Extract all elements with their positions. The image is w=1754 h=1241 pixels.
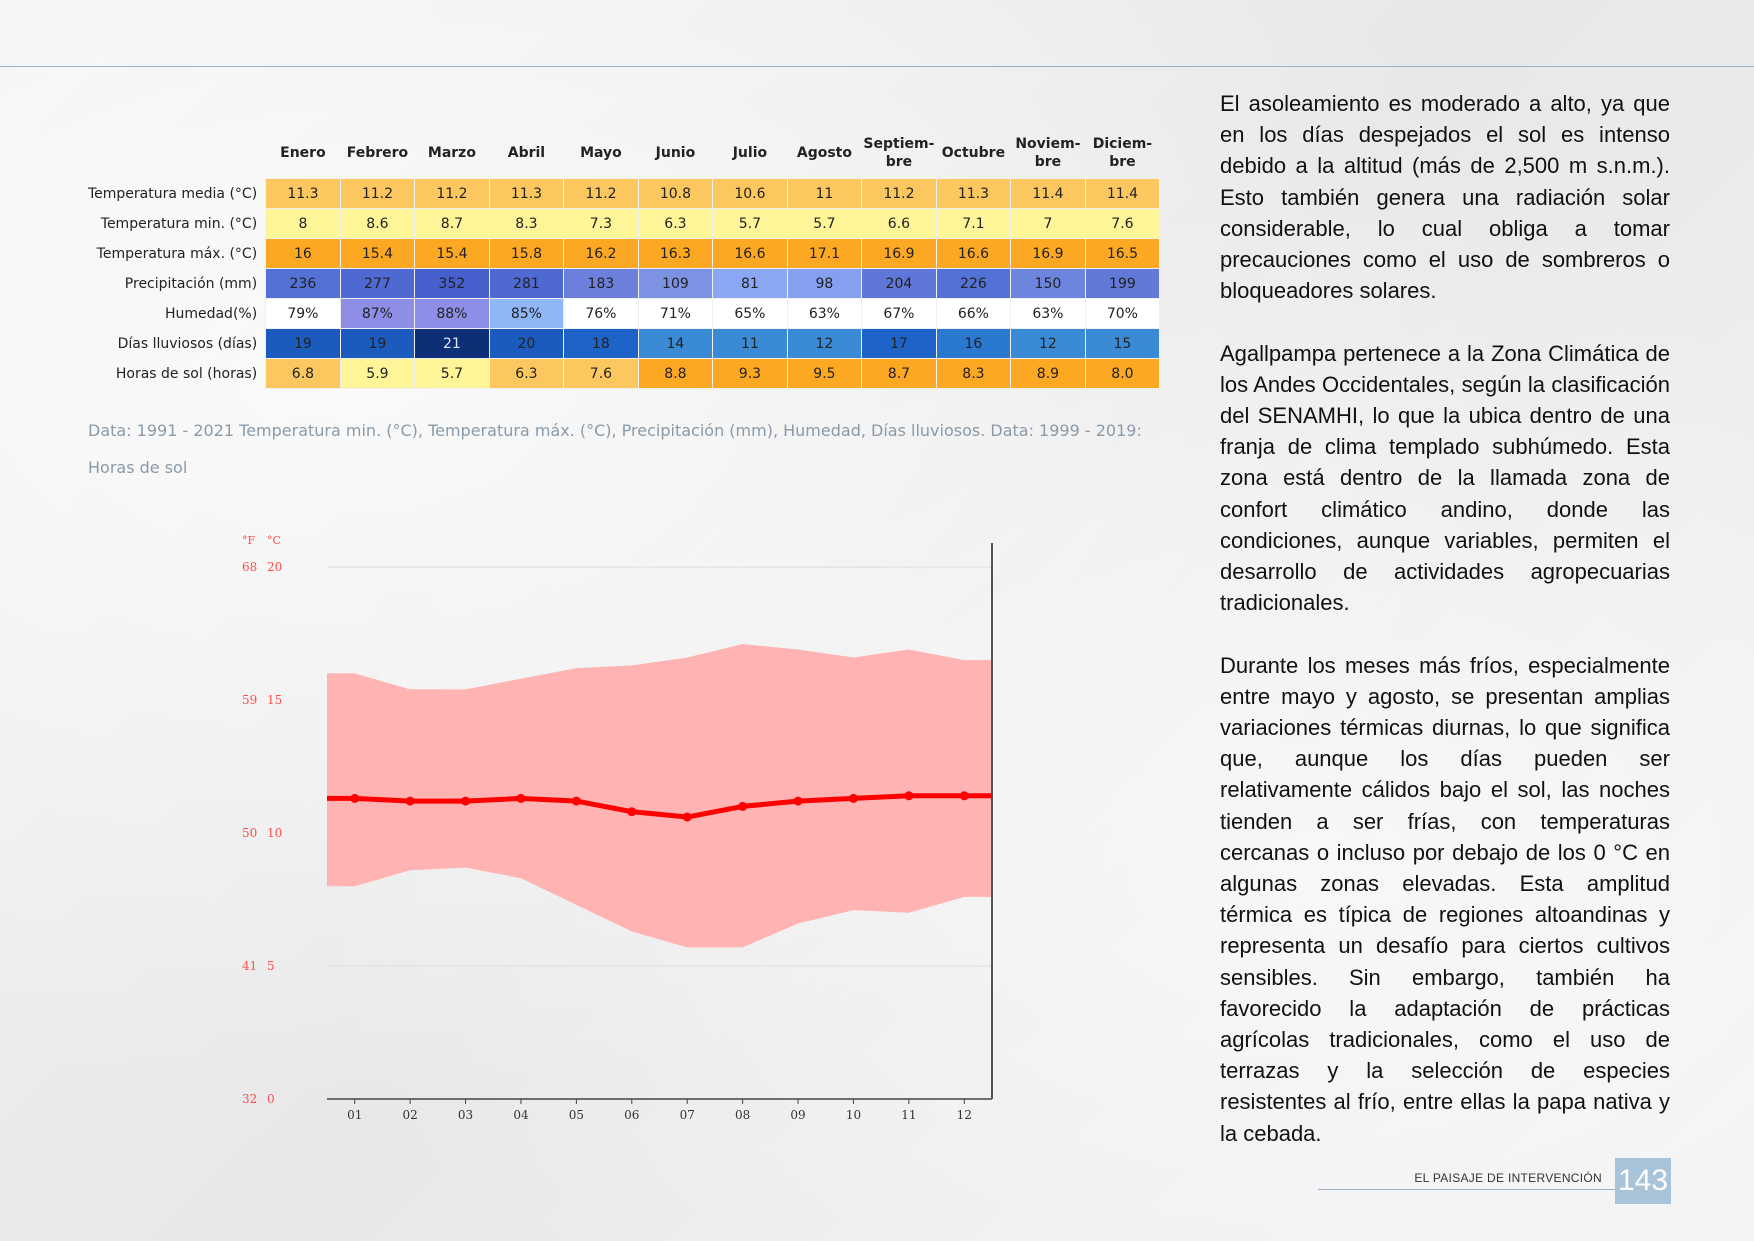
- month-header: Diciem- bre: [1092, 136, 1153, 170]
- y-tick-label-celsius: 5: [267, 959, 275, 973]
- table-cell: 150: [1011, 269, 1086, 299]
- body-paragraph: El asoleamiento es moderado a alto, ya que en los días despejados el sol es intenso debido a la altitud (más de 2,500 m s.n.m.). Esto también genera una radiación solar considerable, lo cual obliga a tomar precauciones como el uso de sombreros o bloqueadores solares.: [1220, 91, 1670, 304]
- data-point: [904, 791, 913, 800]
- x-tick-label: 10: [845, 1108, 862, 1120]
- row-label: Días lluviosos (días): [117, 335, 258, 352]
- table-cell: 12: [787, 329, 862, 359]
- table-cell: 9.5: [787, 359, 862, 389]
- table-cell: 16.6: [936, 239, 1011, 269]
- table-cell: 76%: [564, 299, 639, 329]
- table-row: [88, 239, 1160, 269]
- table-cell: 6.8: [266, 359, 341, 389]
- month-header: Septiem- bre: [863, 136, 935, 170]
- top-divider: [0, 66, 1754, 67]
- y-tick-label-fahrenheit: 41: [242, 959, 258, 973]
- table-body: [88, 179, 1160, 389]
- table-cell: 236: [266, 269, 341, 299]
- page-number: 143: [1615, 1158, 1671, 1204]
- table-cell: 8.3: [936, 359, 1011, 389]
- table-cell: 21: [415, 329, 490, 359]
- table-cell: 65%: [713, 299, 788, 329]
- table-cell: 11.3: [489, 179, 564, 209]
- month-header: Agosto: [796, 145, 852, 161]
- temperature-chart: [240, 520, 1010, 1120]
- y-tick-label-celsius: 20: [267, 560, 283, 574]
- data-point: [794, 797, 803, 806]
- table-cell: 15.4: [415, 239, 490, 269]
- table-cell: 199: [1085, 269, 1160, 299]
- climate-table: [88, 128, 1160, 389]
- y-unit-fahrenheit: °F: [242, 534, 256, 547]
- table-cell: 88%: [415, 299, 490, 329]
- table-cell: 16.9: [862, 239, 937, 269]
- table-cell: 15: [1085, 329, 1160, 359]
- table-cell: 8.3: [489, 209, 564, 239]
- x-tick-label: 06: [624, 1108, 640, 1120]
- table-cell: 8.0: [1085, 359, 1160, 389]
- data-point: [738, 802, 747, 811]
- x-tick-label: 02: [402, 1108, 418, 1120]
- month-header: Noviem- bre: [1015, 136, 1081, 170]
- table-cell: 9.3: [713, 359, 788, 389]
- table-cell: 16.5: [1085, 239, 1160, 269]
- table-cell: 281: [489, 269, 564, 299]
- table-cell: 204: [862, 269, 937, 299]
- table-row: [88, 299, 1160, 329]
- body-paragraph: Agallpampa pertenece a la Zona Climática de los Andes Occidentales, según la clasificación del SENAMHI, lo que la ubica dentro de una franja de clima templado subhúmedo. Esta zona está dentro de la llamada zona de confort climático andino, donde las condiciones, aunque variables, permiten el desarrollo de actividades agropecuarias tradicionales.: [1220, 340, 1670, 616]
- table-header-row: [88, 128, 1160, 179]
- table-cell: 6.6: [862, 209, 937, 239]
- data-point: [627, 807, 636, 816]
- table-row: [88, 269, 1160, 299]
- table-cell: 15.4: [340, 239, 415, 269]
- table-cell: 7: [1011, 209, 1086, 239]
- y-tick-label-fahrenheit: 50: [242, 826, 258, 840]
- table-row: [88, 209, 1160, 239]
- month-header: Abril: [507, 145, 546, 161]
- table-cell: 7.6: [564, 359, 639, 389]
- table-cell: 8: [266, 209, 341, 239]
- row-label: Horas de sol (horas): [115, 365, 258, 382]
- table-cell: 7.1: [936, 209, 1011, 239]
- table-cell: 12: [1011, 329, 1086, 359]
- table-row: [88, 179, 1160, 209]
- table-note: Data: 1991 - 2021 Temperatura min. (°C), Temperatura máx. (°C), Precipitación (mm), Humedad, Días lluviosos. Data: 1999 - 2019: Horas de sol: [88, 421, 1142, 477]
- table-cell: 19: [266, 329, 341, 359]
- x-tick-label: 05: [568, 1108, 585, 1120]
- table-cell: 8.7: [415, 209, 490, 239]
- table-cell: 16.6: [713, 239, 788, 269]
- table-cell: 16.2: [564, 239, 639, 269]
- table-cell: 98: [787, 269, 862, 299]
- month-header: Enero: [280, 145, 326, 161]
- data-point: [406, 797, 415, 806]
- table-cell: 79%: [266, 299, 341, 329]
- table-cell: 10.6: [713, 179, 788, 209]
- table-cell: 11.4: [1085, 179, 1160, 209]
- table-cell: 8.8: [638, 359, 713, 389]
- table-cell: 16.3: [638, 239, 713, 269]
- table-cell: 109: [638, 269, 713, 299]
- month-header: Octubre: [941, 145, 1006, 161]
- table-cell: 7.3: [564, 209, 639, 239]
- table-cell: 11.2: [340, 179, 415, 209]
- table-cell: 67%: [862, 299, 937, 329]
- y-unit-celsius: °C: [267, 534, 281, 547]
- table-cell: 10.8: [638, 179, 713, 209]
- table-cell: 352: [415, 269, 490, 299]
- table-cell: 87%: [340, 299, 415, 329]
- row-label: Temperatura media (°C): [88, 185, 258, 202]
- table-cell: 71%: [638, 299, 713, 329]
- table-cell: 17: [862, 329, 937, 359]
- data-point: [960, 791, 969, 800]
- table-cell: 11: [713, 329, 788, 359]
- table-row: [88, 329, 1160, 359]
- y-tick-label-fahrenheit: 68: [242, 560, 258, 574]
- month-header: Julio: [732, 145, 768, 161]
- x-tick-label: 01: [347, 1108, 363, 1120]
- table-cell: 17.1: [787, 239, 862, 269]
- table-cell: 20: [489, 329, 564, 359]
- data-point: [350, 794, 359, 803]
- x-tick-label: 07: [679, 1108, 695, 1120]
- x-tick-label: 11: [901, 1108, 917, 1120]
- table-cell: 18: [564, 329, 639, 359]
- data-point: [683, 813, 692, 822]
- body-paragraph: Durante los meses más fríos, especialmente entre mayo y agosto, se presentan amplias variaciones térmicas diurnas, lo que significa que, aunque los días pueden ser relativamente cálidos bajo el sol, las noches tienden a ser frías, con temperaturas cercanas o incluso por debajo de los 0 °C en algunas zonas elevadas. Esta amplitud térmica es típica de regiones altoandinas y representa un desafío para ciertos cultivos sensibles. Sin embargo, también ha favorecido la adaptación de prácticas agrícolas tradicionales, como el uso de terrazas y la selección de especies resistentes al frío, entre ellas la papa nativa y la cebada.: [1220, 652, 1670, 1146]
- table-cell: 70%: [1085, 299, 1160, 329]
- table-cell: 16: [266, 239, 341, 269]
- table-cell: 183: [564, 269, 639, 299]
- data-point: [849, 794, 858, 803]
- y-tick-label-fahrenheit: 59: [242, 693, 258, 707]
- table-cell: 15.8: [489, 239, 564, 269]
- table-cell: 14: [638, 329, 713, 359]
- table-cell: 66%: [936, 299, 1011, 329]
- table-cell: 63%: [787, 299, 862, 329]
- x-tick-label: 09: [790, 1108, 806, 1120]
- table-cell: 16.9: [1011, 239, 1086, 269]
- data-point: [516, 794, 525, 803]
- table-cell: 277: [340, 269, 415, 299]
- x-tick-label: 04: [513, 1108, 529, 1120]
- table-cell: 19: [340, 329, 415, 359]
- y-tick-label-celsius: 0: [267, 1092, 275, 1106]
- body-text: [1220, 88, 1670, 1180]
- table-row: [88, 359, 1160, 389]
- x-tick-label: 03: [457, 1108, 474, 1120]
- table-cell: 6.3: [489, 359, 564, 389]
- row-label: Precipitación (mm): [124, 275, 258, 292]
- table-cell: 8.7: [862, 359, 937, 389]
- table-cell: 8.9: [1011, 359, 1086, 389]
- y-tick-label-celsius: 10: [267, 826, 283, 840]
- month-header: Marzo: [427, 145, 476, 161]
- table-cell: 11.2: [564, 179, 639, 209]
- month-header: Mayo: [580, 145, 622, 161]
- month-header: Febrero: [346, 145, 409, 161]
- x-tick-label: 08: [734, 1108, 751, 1120]
- row-label: Humedad(%): [164, 305, 258, 322]
- table-cell: 7.6: [1085, 209, 1160, 239]
- table-cell: 11.3: [936, 179, 1011, 209]
- table-cell: 6.3: [638, 209, 713, 239]
- table-cell: 85%: [489, 299, 564, 329]
- table-corner: [88, 128, 266, 179]
- table-cell: 11: [787, 179, 862, 209]
- footer-divider: [1318, 1189, 1618, 1190]
- table-cell: 63%: [1011, 299, 1086, 329]
- table-cell: 11.3: [266, 179, 341, 209]
- section-label: EL PAISAJE DE INTERVENCIÓN: [1414, 1171, 1602, 1185]
- table-cell: 5.9: [340, 359, 415, 389]
- table-cell: 5.7: [787, 209, 862, 239]
- table-cell: 11.2: [415, 179, 490, 209]
- row-label: Temperatura min. (°C): [100, 215, 258, 232]
- table-cell: 16: [936, 329, 1011, 359]
- table-cell: 226: [936, 269, 1011, 299]
- data-point: [572, 797, 581, 806]
- data-point: [461, 797, 470, 806]
- y-tick-label-celsius: 15: [267, 693, 283, 707]
- table-cell: 5.7: [415, 359, 490, 389]
- row-label: Temperatura máx. (°C): [96, 245, 258, 262]
- table-cell: 8.6: [340, 209, 415, 239]
- x-tick-label: 12: [956, 1108, 972, 1120]
- table-cell: 11.2: [862, 179, 937, 209]
- table-cell: 81: [713, 269, 788, 299]
- table-cell: 11.4: [1011, 179, 1086, 209]
- table-cell: 5.7: [713, 209, 788, 239]
- y-tick-label-fahrenheit: 32: [242, 1092, 258, 1106]
- month-header: Junio: [655, 145, 696, 161]
